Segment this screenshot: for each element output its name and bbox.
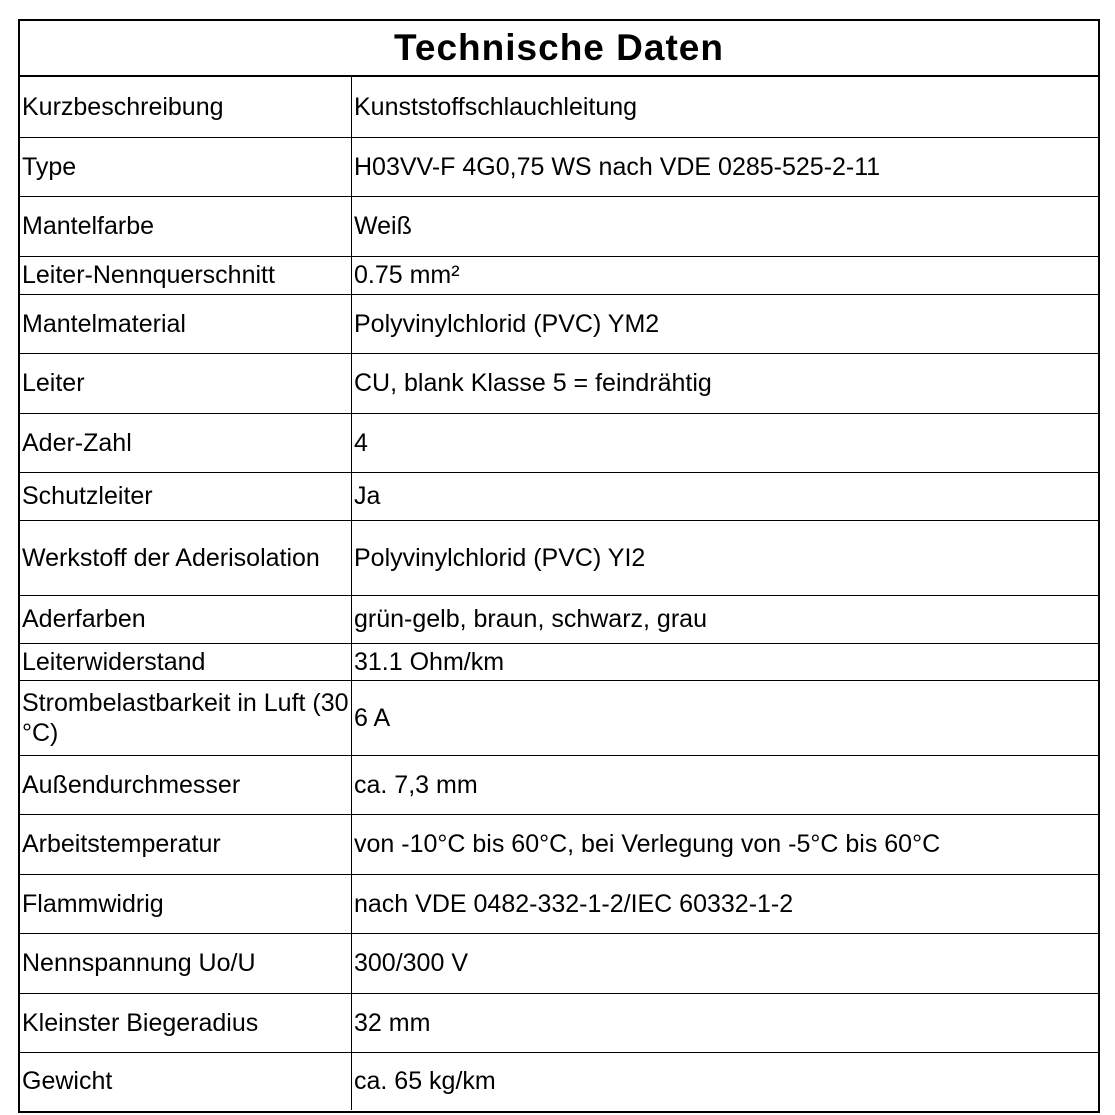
table-row <box>20 755 1098 814</box>
table-row <box>20 874 1098 933</box>
page-title: Technische Daten <box>20 21 1098 77</box>
table-row <box>20 520 1098 595</box>
row-value: von -10°C bis 60°C, bei Verlegung von -5°C bis 60°C <box>352 814 1099 874</box>
row-label: Ader-Zahl <box>20 413 352 472</box>
row-value: nach VDE 0482-332-1-2/IEC 60332-1-2 <box>352 874 1099 933</box>
table-row <box>20 196 1098 256</box>
spec-table <box>20 77 1098 1110</box>
row-label: Werkstoff der Aderisolation <box>20 520 352 595</box>
row-label: Strombelastbarkeit in Luft (30 °C) <box>20 680 352 755</box>
row-value: grün-gelb, braun, schwarz, grau <box>352 595 1099 643</box>
row-value: H03VV-F 4G0,75 WS nach VDE 0285-525-2-11 <box>352 137 1099 196</box>
table-row <box>20 933 1098 993</box>
row-label: Außendurchmesser <box>20 755 352 814</box>
row-value: Ja <box>352 472 1099 520</box>
row-value: Polyvinylchlorid (PVC) YI2 <box>352 520 1099 595</box>
table-row <box>20 472 1098 520</box>
row-label: Leiter-Nennquerschnitt <box>20 256 352 294</box>
row-value: 0.75 mm² <box>352 256 1099 294</box>
row-label: Mantelmaterial <box>20 294 352 353</box>
row-value: 32 mm <box>352 993 1099 1052</box>
row-label: Arbeitstemperatur <box>20 814 352 874</box>
row-value: Polyvinylchlorid (PVC) YM2 <box>352 294 1099 353</box>
row-label: Type <box>20 137 352 196</box>
row-label: Flammwidrig <box>20 874 352 933</box>
row-value: Kunststoffschlauchleitung <box>352 77 1099 137</box>
row-label: Kleinster Biegeradius <box>20 993 352 1052</box>
row-label: Aderfarben <box>20 595 352 643</box>
table-row <box>20 294 1098 353</box>
table-row <box>20 595 1098 643</box>
table-row <box>20 353 1098 413</box>
row-value: 6 A <box>352 680 1099 755</box>
row-label: Nennspannung Uo/U <box>20 933 352 993</box>
row-label: Leiterwiderstand <box>20 643 352 680</box>
row-value: ca. 7,3 mm <box>352 755 1099 814</box>
table-row <box>20 993 1098 1052</box>
row-label: Schutzleiter <box>20 472 352 520</box>
row-value: 31.1 Ohm/km <box>352 643 1099 680</box>
row-value: 4 <box>352 413 1099 472</box>
row-label: Kurzbeschreibung <box>20 77 352 137</box>
row-value: ca. 65 kg/km <box>352 1052 1099 1110</box>
table-row <box>20 680 1098 755</box>
spec-sheet <box>18 19 1100 1113</box>
row-value: 300/300 V <box>352 933 1099 993</box>
table-row <box>20 77 1098 137</box>
row-value: CU, blank Klasse 5 = feindrähtig <box>352 353 1099 413</box>
table-row <box>20 413 1098 472</box>
table-row <box>20 1052 1098 1110</box>
row-label: Gewicht <box>20 1052 352 1110</box>
table-row <box>20 256 1098 294</box>
table-row <box>20 137 1098 196</box>
table-row <box>20 643 1098 680</box>
row-value: Weiß <box>352 196 1099 256</box>
row-label: Leiter <box>20 353 352 413</box>
row-label: Mantelfarbe <box>20 196 352 256</box>
table-row <box>20 814 1098 874</box>
